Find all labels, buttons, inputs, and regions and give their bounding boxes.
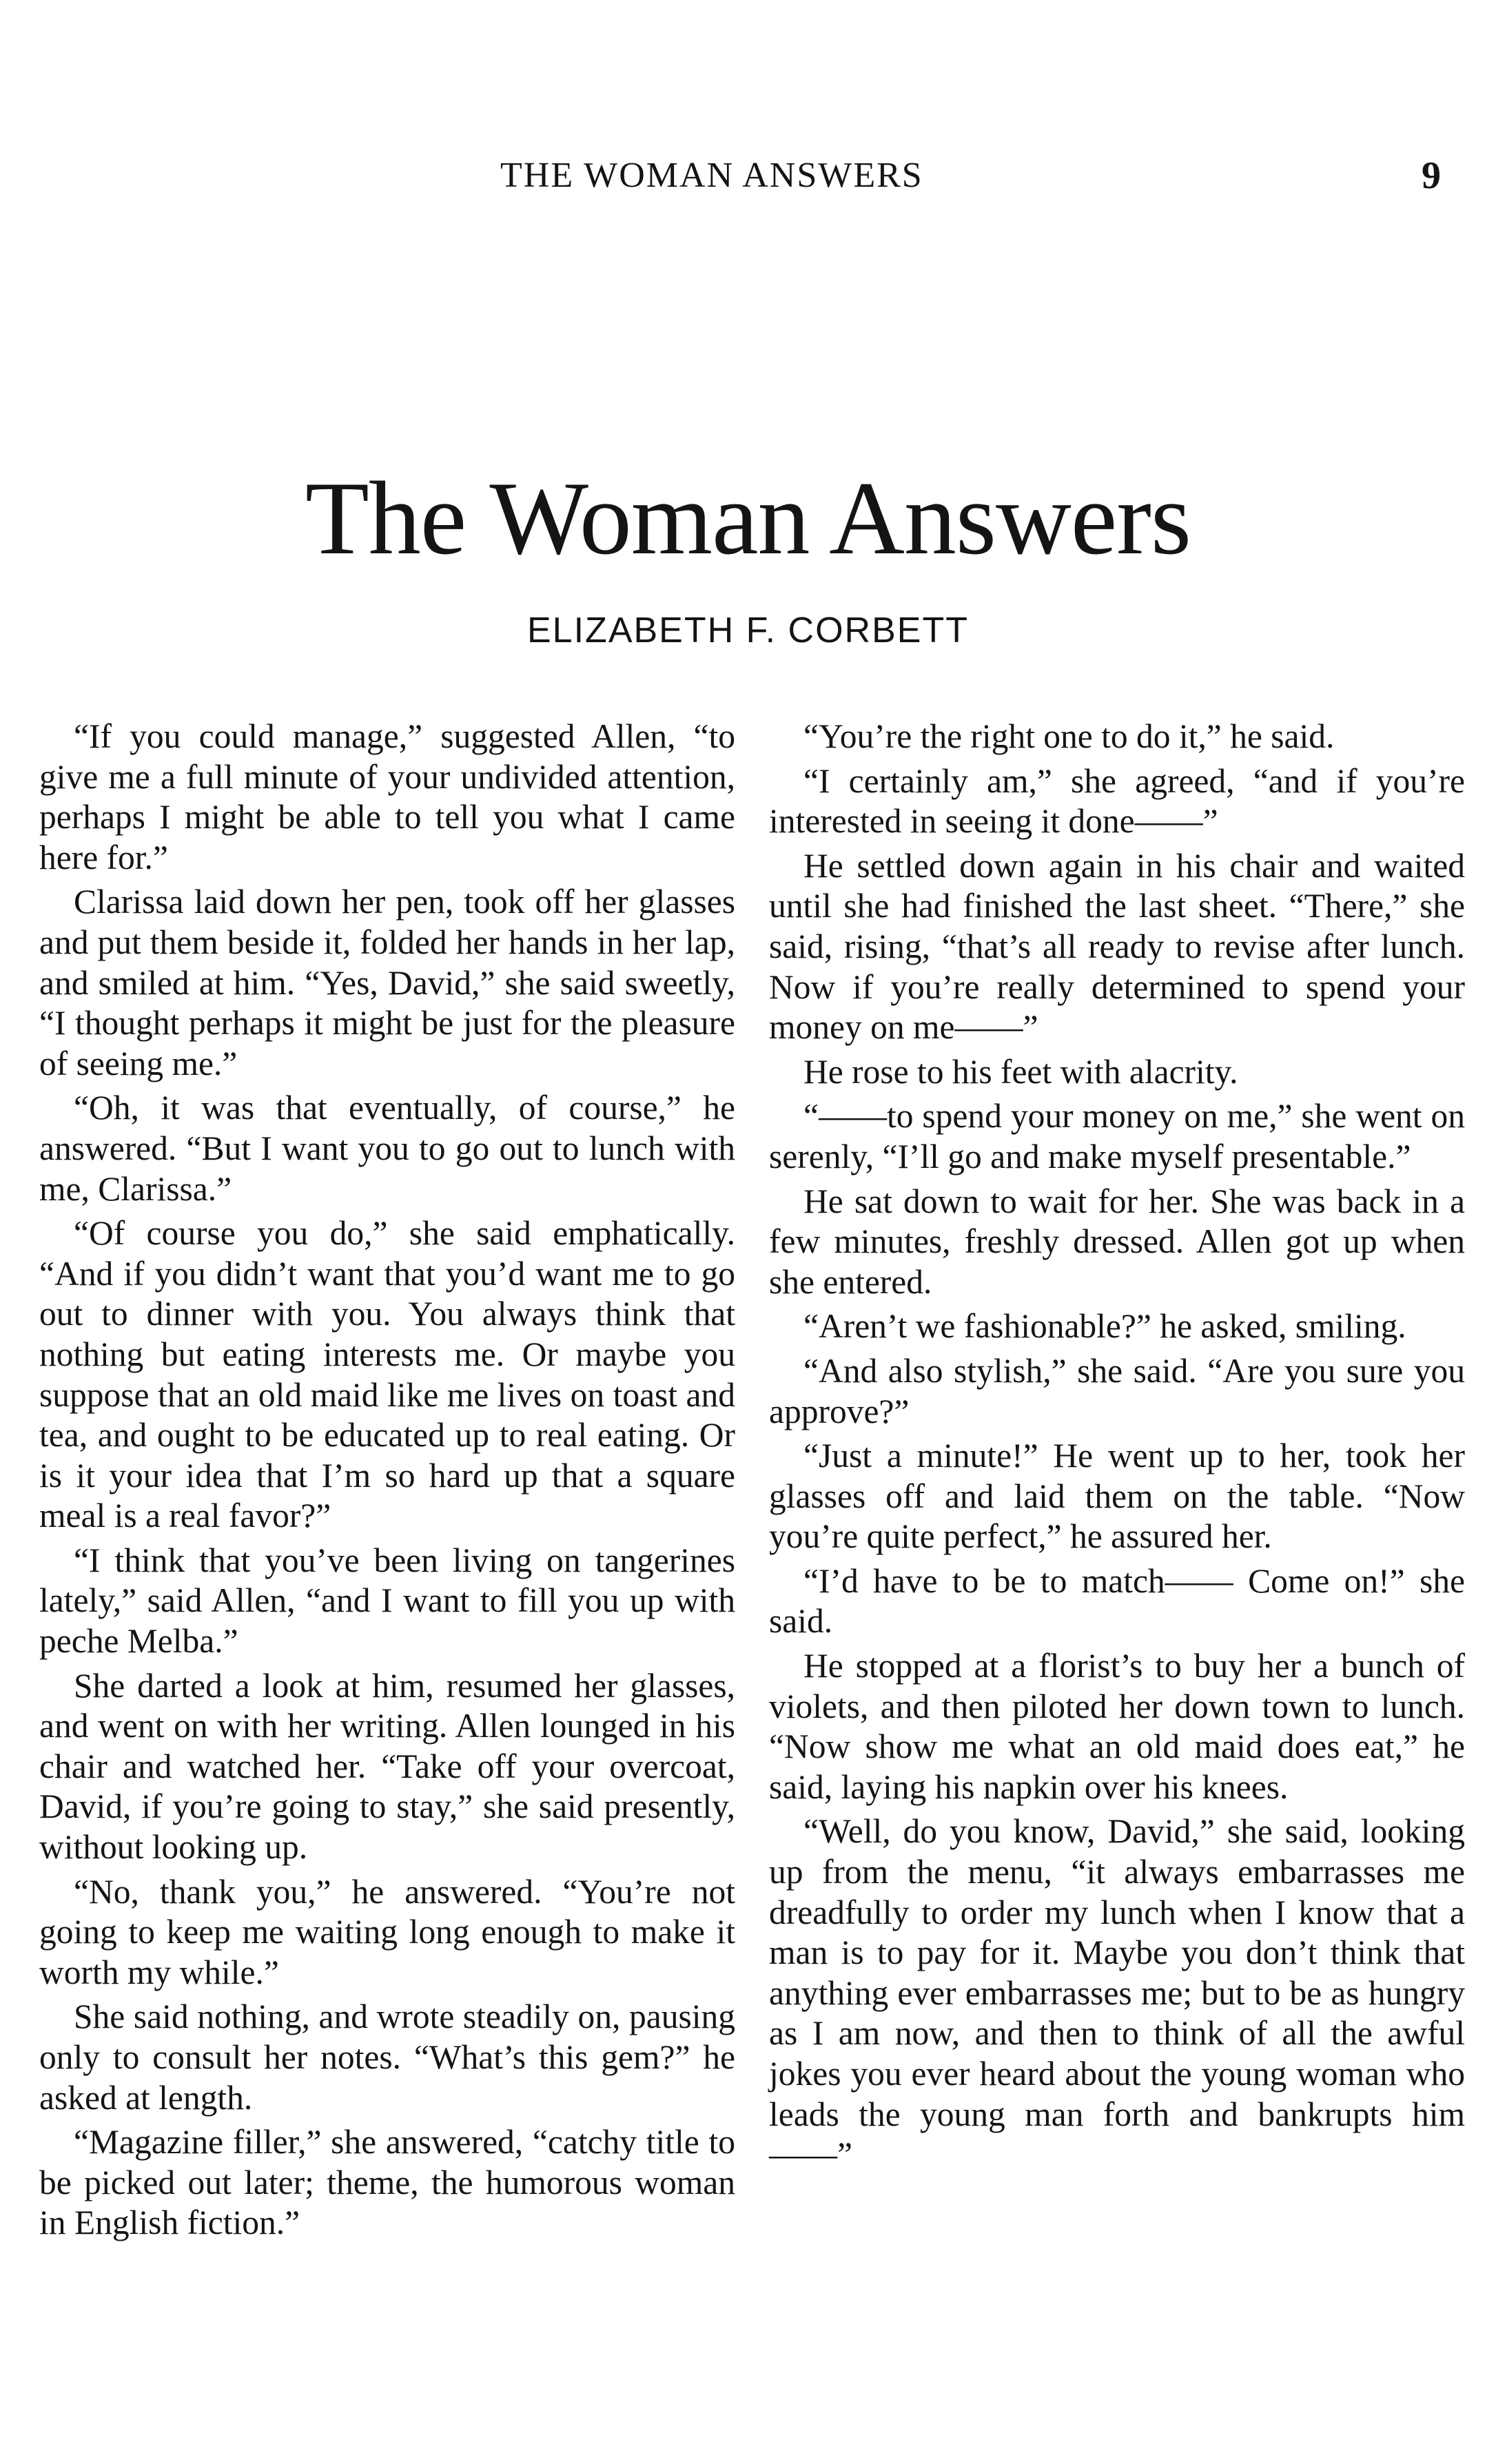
paragraph: He settled down again in his chair and waited until she had finished the last sheet. “There,” she said, rising, “that’s all ready to revise after lunch. Now if you’re really determined to spend your money on me——” <box>769 846 1465 1047</box>
running-title: THE WOMAN ANSWERS <box>500 156 923 195</box>
paragraph: “I’d have to be to match—— Come on!” she said. <box>769 1561 1465 1641</box>
paragraph: “And also stylish,” she said. “Are you sure you approve?” <box>769 1351 1465 1430</box>
paragraph: “I certainly am,” she agreed, “and if you’re interested in seeing it done——” <box>769 761 1465 841</box>
right-text-column <box>769 717 1465 2179</box>
paragraph: “Oh, it was that eventually, of course,” he answered. “But I want you to go out to lunch with me, Clarissa.” <box>39 1089 735 1208</box>
paragraph: “Of course you do,” she said emphatically. “And if you didn’t want that you’d want me to go out to dinner with you. You always think that nothing but eating interests me. Or maybe you suppose that an old maid like me lives on toast and tea, and ought to be educated up to real eating. Or is it your idea that I’m so hard up that a square meal is a real favor?” <box>39 1214 735 1535</box>
author-byline: ELIZABETH F. CORBETT <box>527 610 969 650</box>
paragraph: He rose to his feet with alacrity. <box>803 1052 1238 1091</box>
paragraph: She darted a look at him, resumed her glasses, and went on with her writing. Allen lounged in his chair and watched her. “Take off your overcoat, David, if you’re going to stay,” she said presently, without looking up. <box>39 1666 735 1867</box>
article-title: The Woman Answers <box>305 460 1191 576</box>
paragraph: He sat down to wait for her. She was back in a few minutes, freshly dressed. Allen got up when she entered. <box>769 1182 1465 1301</box>
page-number: 9 <box>1422 154 1441 197</box>
paragraph: “Well, do you know, David,” she said, looking up from the menu, “it always embarrasses me dreadfully to order my lunch when I know that a man is to pay for it. Maybe you don’t think that anything ever embarrasses me; but to be as hungry as I am now, and then to think of all the awful jokes you ever heard about the young woman who leads the young man forth and bankrupts him——” <box>769 1812 1465 2174</box>
paragraph: Clarissa laid down her pen, took off her glasses and put them beside it, folded her hands in her lap, and smiled at him. “Yes, David,” she said sweetly, “I thought perhaps it might be just for the pleasure of seeing me.” <box>39 883 735 1082</box>
paragraph: “You’re the right one to do it,” he said. <box>803 717 1335 755</box>
paragraph: “If you could manage,” suggested Allen, “to give me a full minute of your undivided attention, perhaps I might be able to tell you what I came here for.” <box>39 717 735 876</box>
paragraph: “Just a minute!” He went up to her, took her glasses off and laid them on the table. “Now you’re quite perfect,” he assured her. <box>769 1437 1465 1556</box>
paragraph: “I think that you’ve been living on tangerines lately,” said Allen, “and I want to fill you up with peche Melba.” <box>39 1541 735 1661</box>
paragraph: “Aren’t we fashionable?” he asked, smiling. <box>803 1307 1406 1346</box>
paragraph: She said nothing, and wrote steadily on, pausing only to consult her notes. “What’s this gem?” he asked at length. <box>39 1998 735 2117</box>
paragraph: “No, thank you,” he answered. “You’re not going to keep me waiting long enough to make it worth my while.” <box>39 1872 735 1991</box>
paragraph: “Magazine filler,” she answered, “catchy title to be picked out later; theme, the humorous woman in English fiction.” <box>39 2123 735 2242</box>
running-head <box>0 155 1496 203</box>
left-text-column <box>39 717 735 2248</box>
paragraph: He stopped at a florist’s to buy her a bunch of violets, and then piloted her down town to lunch. “Now show me what an old maid does eat,” he said, laying his napkin over his knees. <box>769 1647 1465 1806</box>
paragraph: “——to spend your money on me,” she went on serenly, “I’ll go and make myself presentable.” <box>769 1097 1465 1175</box>
